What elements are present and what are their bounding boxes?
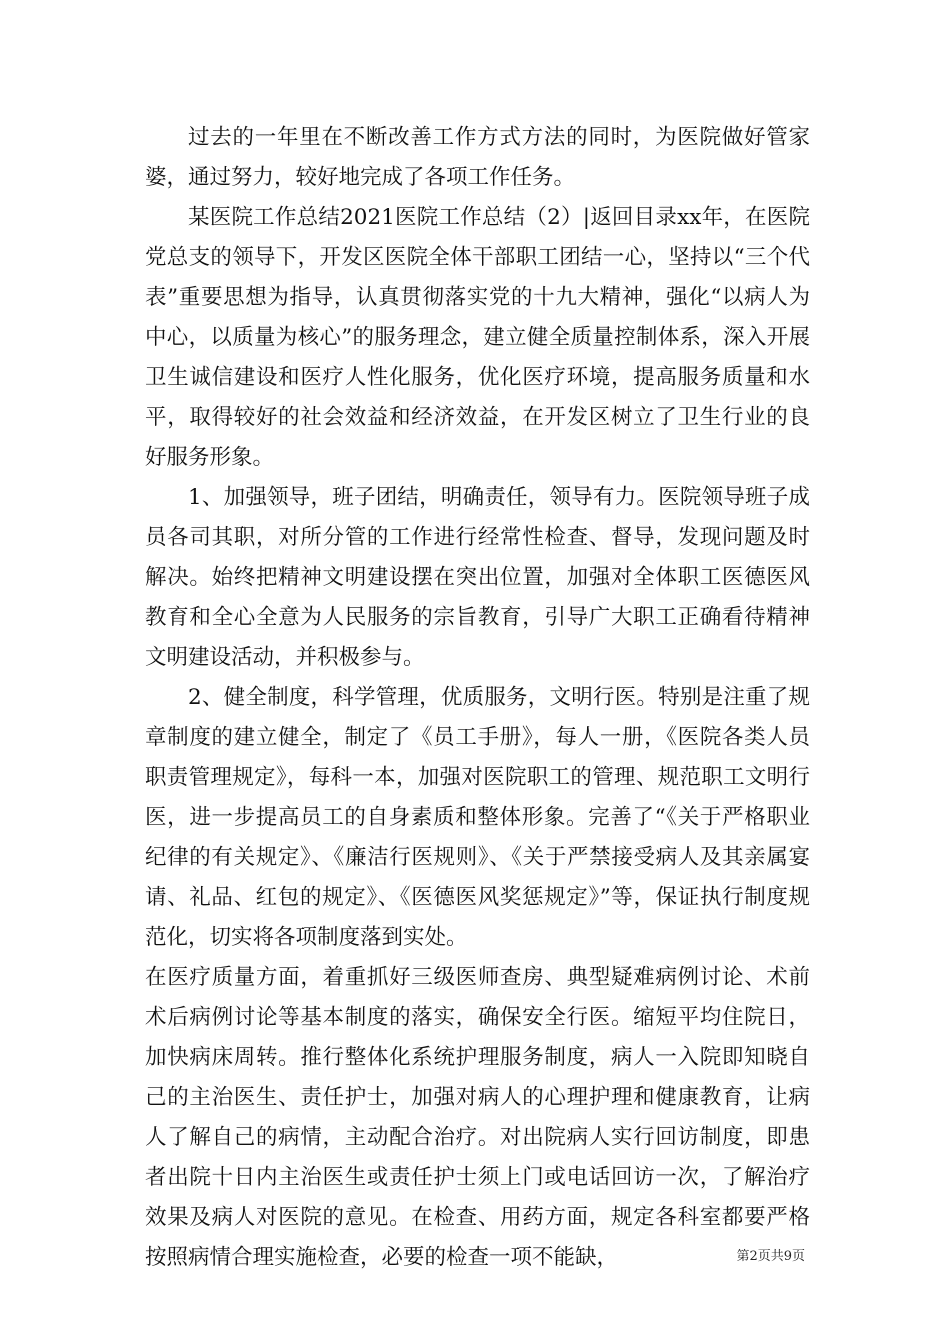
- paragraph-leadership: 1、加强领导，班子团结，明确责任，领导有力。医院领导班子成员各司其职，对所分管的工作进行经常性检查、督导，发现问题及时解决。始终把精神文明建设摆在突出位置，加强对全体职工医德医风教育和全心全意为人民服务的宗旨教育，引导广大职工正确看待精神文明建设活动，并积极参与。: [145, 485, 810, 670]
- document-body: [145, 118, 810, 1278]
- paragraph-intro: 过去的一年里在不断改善工作方式方法的同时，为医院做好管家婆，通过努力，较好地完成了各项工作任务。: [145, 125, 810, 190]
- paragraph-summary: 某医院工作总结2021医院工作总结（2）|返回目录xx年，在医院党总支的领导下，开发区医院全体干部职工团结一心，坚持以“三个代表”重要思想为指导，认真贯彻落实党的十九大精神，强化“以病人为中心，以质量为核心”的服务理念，建立健全质量控制体系，深入开展卫生诚信建设和医疗人性化服务，优化医疗环境，提高服务质量和水平，取得较好的社会效益和经济效益，在开发区树立了卫生行业的良好服务形象。: [145, 205, 810, 470]
- paragraph-medical-quality: 在医疗质量方面，着重抓好三级医师查房、典型疑难病例讨论、术前术后病例讨论等基本制度的落实，确保安全行医。缩短平均住院日，加快病床周转。推行整体化系统护理服务制度，病人一入院即知晓自己的主治医生、责任护士，加强对病人的心理护理和健康教育，让病人了解自己的病情，主动配合治疗。对出院病人实行回访制度，即患者出院十日内主治医生或责任护士须上门或电话回访一次，了解治疗效果及病人对医院的意见。在检查、用药方面，规定各科室都要严格按照病情合理实施检查，必要的检查一项不能缺，: [145, 965, 810, 1270]
- paragraph-system: 2、健全制度，科学管理，优质服务，文明行医。特别是注重了规章制度的建立健全，制定了《员工手册》，每人一册，《医院各类人员职责管理规定》，每科一本，加强对医院职工的管理、规范职工文明行医，进一步提高员工的自身素质和整体形象。完善了“《关于严格职业纪律的有关规定》、《廉洁行医规则》、《关于严禁接受病人及其亲属宴请、礼品、红包的规定》、《医德医风奖惩规定》”等，保证执行制度规范化，切实将各项制度落到实处。: [145, 685, 810, 950]
- page-number: 第2页共9页: [736, 1249, 805, 1264]
